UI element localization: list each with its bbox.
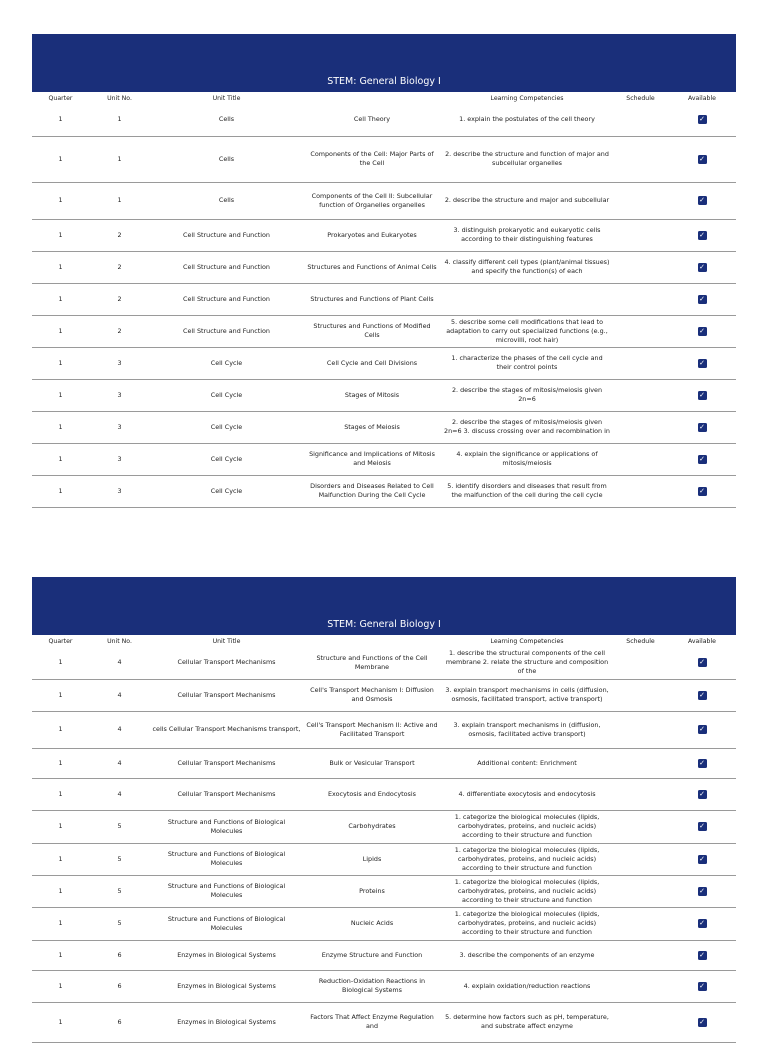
topic-cell: Structures and Functions of Modified Cells [303,315,441,347]
table-row [32,679,736,711]
quarter-cell: 1 [32,182,89,219]
header-schedule: Schedule [626,637,655,645]
schedule-cell [613,875,668,907]
unit-no-cell: 5 [89,875,150,907]
unit-no-cell: 2 [89,251,150,283]
competency-cell: 3. distinguish prokaryotic and eukaryotic cells according to their distinguishing features [441,219,613,251]
schedule-cell [613,347,668,379]
unit-no-cell: 3 [89,347,150,379]
available-checkbox-icon[interactable]: ✓ [699,886,705,895]
competency-cell: 1. characterize the phases of the cell cycle and their control points [441,347,613,379]
unit-no-cell: 2 [89,315,150,347]
curriculum-sheet-2 [32,577,736,1043]
table-row [32,315,736,347]
header-unit-title: Unit Title [212,94,241,102]
competency-cell: 3. describe the components of an enzyme [441,940,613,970]
curriculum-table [32,635,736,1043]
unit-no-cell: 4 [89,647,150,679]
schedule-cell [613,810,668,843]
available-cell [668,711,736,748]
unit-title-cell: Structure and Functions of Biological Molecules [150,843,303,875]
section-banner [32,577,736,635]
unit-title-cell: Enzymes in Biological Systems [150,1002,303,1042]
topic-cell: Disorders and Diseases Related to Cell Malfunction During the Cell Cycle [303,475,441,507]
competency-cell: 1. explain the postulates of the cell theory [441,104,613,136]
header-unit-no: Unit No. [107,94,132,102]
unit-title-cell: Cell Structure and Function [150,219,303,251]
table-row [32,283,736,315]
table-row [32,104,736,136]
available-cell [668,1002,736,1042]
schedule-cell [613,1002,668,1042]
header-row [32,635,736,647]
quarter-cell: 1 [32,136,89,182]
quarter-cell: 1 [32,711,89,748]
unit-no-cell: 4 [89,778,150,810]
schedule-cell [613,251,668,283]
topic-cell: Carbohydrates [303,810,441,843]
unit-title-cell: Cellular Transport Mechanisms [150,679,303,711]
available-checkbox-icon[interactable]: ✓ [699,758,705,767]
available-checkbox-icon[interactable]: ✓ [699,981,705,990]
header-row [32,92,736,104]
schedule-cell [613,907,668,940]
competency-cell: 2. describe the stages of mitosis/meiosis given 2n=6 3. discuss crossing over and recombination in [441,411,613,443]
schedule-cell [613,411,668,443]
unit-title-cell: Cell Cycle [150,347,303,379]
competency-cell: 1. categorize the biological molecules (lipids, carbohydrates, proteins, and nucleic acids) according to their structure and function [441,843,613,875]
unit-no-cell: 2 [89,283,150,315]
table-row [32,251,736,283]
schedule-cell [613,379,668,411]
unit-no-cell: 4 [89,748,150,778]
topic-cell: Components of the Cell: Major Parts of the Cell [303,136,441,182]
table-row [32,970,736,1002]
unit-no-cell: 3 [89,411,150,443]
quarter-cell: 1 [32,411,89,443]
available-checkbox-icon[interactable]: ✓ [699,326,705,335]
unit-no-cell: 6 [89,970,150,1002]
unit-title-cell: cells Cellular Transport Mechanisms transport, [150,711,303,748]
unit-title-cell: Cell Structure and Function [150,315,303,347]
table-row [32,1002,736,1042]
unit-no-cell: 3 [89,443,150,475]
quarter-cell: 1 [32,940,89,970]
unit-no-cell: 2 [89,219,150,251]
quarter-cell: 1 [32,907,89,940]
quarter-cell: 1 [32,251,89,283]
topic-cell: Cell Theory [303,104,441,136]
table-row [32,347,736,379]
quarter-cell: 1 [32,104,89,136]
header-unit-no: Unit No. [107,637,132,645]
available-cell [668,219,736,251]
competency-cell: 4. classify different cell types (plant/animal tissues) and specify the function(s) of each [441,251,613,283]
available-cell [668,970,736,1002]
unit-title-cell: Cells [150,182,303,219]
available-cell [668,778,736,810]
available-checkbox-icon[interactable]: ✓ [699,789,705,798]
topic-cell: Lipids [303,843,441,875]
available-cell [668,411,736,443]
unit-title-cell: Cell Cycle [150,443,303,475]
competency-cell [441,283,613,315]
header-topic [303,92,441,104]
schedule-cell [613,778,668,810]
schedule-cell [613,283,668,315]
unit-no-cell: 3 [89,379,150,411]
unit-no-cell: 5 [89,810,150,843]
available-checkbox-icon[interactable]: ✓ [699,390,705,399]
header-topic [303,635,441,647]
unit-title-cell: Cellular Transport Mechanisms [150,748,303,778]
table-row [32,875,736,907]
table-row [32,443,736,475]
competency-cell: 1. categorize the biological molecules (lipids, carbohydrates, proteins, and nucleic acids) according to their structure and function [441,907,613,940]
available-checkbox-icon[interactable]: ✓ [699,486,705,495]
unit-title-cell: Structure and Functions of Biological Molecules [150,810,303,843]
topic-cell: Exocytosis and Endocytosis [303,778,441,810]
unit-no-cell: 3 [89,475,150,507]
unit-no-cell: 6 [89,1002,150,1042]
available-cell [668,315,736,347]
available-checkbox-icon[interactable]: ✓ [699,658,705,667]
schedule-cell [613,475,668,507]
competency-cell: 4. differentiate exocytosis and endocytosis [441,778,613,810]
header-unit-title: Unit Title [212,637,241,645]
quarter-cell: 1 [32,970,89,1002]
available-cell [668,347,736,379]
available-cell [668,940,736,970]
available-cell [668,843,736,875]
unit-title-cell: Cell Structure and Function [150,283,303,315]
competency-cell: 5. identify disorders and diseases that result from the malfunction of the cell during the cell cycle [441,475,613,507]
topic-cell: Reduction-Oxidation Reactions in Biological Systems [303,970,441,1002]
table-row [32,182,736,219]
unit-title-cell: Structure and Functions of Biological Molecules [150,875,303,907]
table-row [32,647,736,679]
header-competencies: Learning Competencies [490,94,564,102]
unit-title-cell: Cellular Transport Mechanisms [150,647,303,679]
table-body [32,647,736,1042]
available-checkbox-icon[interactable]: ✓ [699,154,705,163]
available-cell [668,907,736,940]
quarter-cell: 1 [32,1002,89,1042]
table-row [32,711,736,748]
schedule-cell [613,843,668,875]
unit-title-cell: Cellular Transport Mechanisms [150,778,303,810]
unit-title-cell: Cells [150,136,303,182]
table-row [32,219,736,251]
unit-title-cell: Enzymes in Biological Systems [150,970,303,1002]
available-checkbox-icon[interactable]: ✓ [699,725,705,733]
schedule-cell [613,182,668,219]
table-row [32,379,736,411]
competency-cell: 3. explain transport mechanisms in (diffusion, osmosis, facilitated active transport) [441,711,613,748]
quarter-cell: 1 [32,315,89,347]
unit-no-cell: 6 [89,940,150,970]
available-cell [668,679,736,711]
available-cell [668,875,736,907]
quarter-cell: 1 [32,219,89,251]
quarter-cell: 1 [32,875,89,907]
unit-no-cell: 5 [89,907,150,940]
topic-cell: Significance and Implications of Mitosis and Meiosis [303,443,441,475]
available-checkbox-icon[interactable]: ✓ [699,230,705,239]
schedule-cell [613,219,668,251]
quarter-cell: 1 [32,778,89,810]
topic-cell: Stages of Meiosis [303,411,441,443]
schedule-cell [613,647,668,679]
available-checkbox-icon[interactable]: ✓ [699,919,705,927]
header-competencies: Learning Competencies [490,637,564,645]
table-row [32,475,736,507]
competency-cell: 2. describe the structure and function of major and subcellular organelles [441,136,613,182]
table-row [32,411,736,443]
header-schedule: Schedule [626,94,655,102]
competency-cell: 2. describe the stages of mitosis/meiosis given 2n=6 [441,379,613,411]
topic-cell: Bulk or Vesicular Transport [303,748,441,778]
schedule-cell [613,970,668,1002]
table-row [32,907,736,940]
topic-cell: Components of the Cell II: Subcellular function of Organelles organelles [303,182,441,219]
topic-cell: Proteins [303,875,441,907]
available-cell [668,810,736,843]
competency-cell: Additional content: Enrichment [441,748,613,778]
unit-title-cell: Cell Cycle [150,411,303,443]
available-cell [668,104,736,136]
topic-cell: Stages of Mitosis [303,379,441,411]
competency-cell: 4. explain the significance or applications of mitosis/meiosis [441,443,613,475]
schedule-cell [613,940,668,970]
topic-cell: Structures and Functions of Animal Cells [303,251,441,283]
table-row [32,810,736,843]
competency-cell: 5. describe some cell modifications that lead to adaptation to carry out specialized functions (e.g., microvilli, root hair) [441,315,613,347]
topic-cell: Cell Cycle and Cell Divisions [303,347,441,379]
schedule-cell [613,104,668,136]
unit-no-cell: 4 [89,679,150,711]
available-checkbox-icon[interactable]: ✓ [699,358,705,367]
available-cell [668,136,736,182]
topic-cell: Structure and Functions of the Cell Membrane [303,647,441,679]
available-cell [668,647,736,679]
available-checkbox-icon[interactable]: ✓ [699,422,705,431]
available-checkbox-icon[interactable]: ✓ [699,196,705,204]
topic-cell: Factors That Affect Enzyme Regulation and [303,1002,441,1042]
schedule-cell [613,315,668,347]
available-checkbox-icon[interactable]: ✓ [699,454,705,463]
unit-no-cell: 1 [89,136,150,182]
quarter-cell: 1 [32,283,89,315]
available-checkbox-icon[interactable]: ✓ [699,115,705,124]
topic-cell: Structures and Functions of Plant Cells [303,283,441,315]
header-quarter: Quarter [48,94,73,102]
competency-cell: 5. determine how factors such as pH, temperature, and substrate affect enzyme [441,1002,613,1042]
curriculum-table [32,92,736,508]
topic-cell: Enzyme Structure and Function [303,940,441,970]
schedule-cell [613,748,668,778]
schedule-cell [613,711,668,748]
topic-cell: Cell's Transport Mechanism I: Diffusion and Osmosis [303,679,441,711]
available-checkbox-icon[interactable]: ✓ [699,262,705,271]
unit-title-cell: Structure and Functions of Biological Molecules [150,907,303,940]
section-title: STEM: General Biology I [327,76,441,87]
competency-cell: 4. explain oxidation/reduction reactions [441,970,613,1002]
available-cell [668,283,736,315]
available-checkbox-icon[interactable]: ✓ [699,854,705,863]
competency-cell: 2. describe the structure and major and subcellular [441,182,613,219]
unit-title-cell: Cells [150,104,303,136]
available-checkbox-icon[interactable]: ✓ [699,1017,705,1026]
unit-title-cell: Enzymes in Biological Systems [150,940,303,970]
quarter-cell: 1 [32,748,89,778]
available-cell [668,443,736,475]
section-title: STEM: General Biology I [327,619,441,630]
competency-cell: 1. categorize the biological molecules (lipids, carbohydrates, proteins, and nucleic acids) according to their structure and function [441,810,613,843]
unit-no-cell: 5 [89,843,150,875]
unit-no-cell: 1 [89,104,150,136]
unit-no-cell: 1 [89,182,150,219]
header-available: Available [687,637,716,645]
available-checkbox-icon[interactable]: ✓ [699,690,705,699]
available-cell [668,251,736,283]
quarter-cell: 1 [32,475,89,507]
quarter-cell: 1 [32,379,89,411]
unit-title-cell: Cell Cycle [150,379,303,411]
competency-cell: 3. explain transport mechanisms in cells (diffusion, osmosis, facilitated transport, active transport) [441,679,613,711]
header-quarter: Quarter [48,637,73,645]
available-cell [668,748,736,778]
schedule-cell [613,679,668,711]
available-cell [668,379,736,411]
unit-title-cell: Cell Structure and Function [150,251,303,283]
topic-cell: Cell's Transport Mechanism II: Active and Facilitated Transport [303,711,441,748]
table-row [32,778,736,810]
available-checkbox-icon[interactable]: ✓ [699,950,705,959]
quarter-cell: 1 [32,843,89,875]
competency-cell: 1. describe the structural components of the cell membrane 2. relate the structure and composition of the [441,647,613,679]
schedule-cell [613,136,668,182]
quarter-cell: 1 [32,679,89,711]
table-row [32,136,736,182]
available-checkbox-icon[interactable]: ✓ [699,294,705,303]
topic-cell: Prokaryotes and Eukaryotes [303,219,441,251]
quarter-cell: 1 [32,443,89,475]
table-row [32,843,736,875]
quarter-cell: 1 [32,810,89,843]
table-row [32,748,736,778]
quarter-cell: 1 [32,347,89,379]
curriculum-sheet-1 [32,34,736,508]
available-cell [668,475,736,507]
quarter-cell: 1 [32,647,89,679]
unit-no-cell: 4 [89,711,150,748]
available-checkbox-icon[interactable]: ✓ [699,822,705,830]
available-cell [668,182,736,219]
unit-title-cell: Cell Cycle [150,475,303,507]
table-row [32,940,736,970]
schedule-cell [613,443,668,475]
section-banner [32,34,736,92]
table-body [32,104,736,507]
topic-cell: Nucleic Acids [303,907,441,940]
header-available: Available [687,94,716,102]
competency-cell: 1. categorize the biological molecules (lipids, carbohydrates, proteins, and nucleic acids) according to their structure and function [441,875,613,907]
